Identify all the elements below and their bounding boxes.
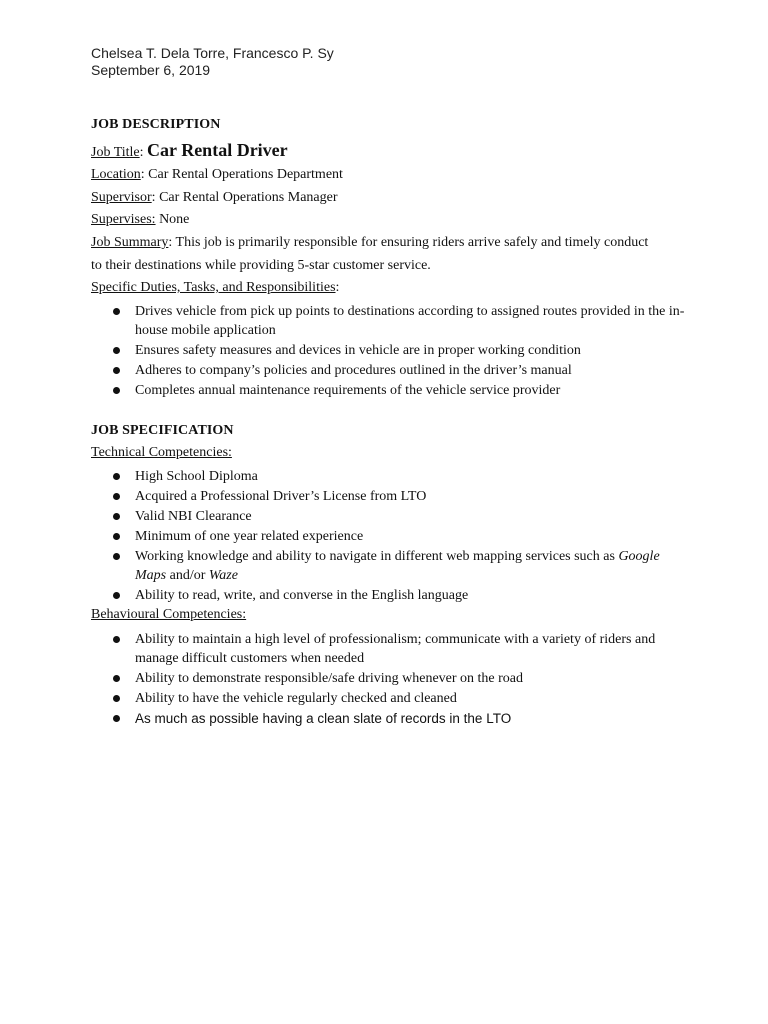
supervisor-label: Supervisor <box>91 190 152 205</box>
list-item: Completes annual maintenance requirements of the vehicle service provider <box>111 381 686 400</box>
supervises-value: None <box>159 212 190 227</box>
list-item: High School Diploma <box>111 467 686 486</box>
supervisor-row <box>91 187 691 209</box>
location-value: Car Rental Operations Department <box>148 167 343 182</box>
job-summary-label: Job Summary <box>91 235 169 250</box>
location-label: Location <box>91 167 141 182</box>
list-item: Ability to demonstrate responsible/safe driving whenever on the road <box>111 669 686 688</box>
behavioural-list <box>111 630 686 729</box>
job-title-row <box>91 139 691 164</box>
technical-label-row <box>91 442 691 464</box>
list-item: Ability to have the vehicle regularly checked and cleaned <box>111 689 686 708</box>
location-colon: : <box>140 167 149 182</box>
duties-list <box>111 302 686 401</box>
authors-line: Chelsea T. Dela Torre, Francesco P. Sy <box>91 45 334 61</box>
list-item: Ensures safety measures and devices in vehicle are in proper working condition <box>111 341 686 360</box>
job-title-colon: : <box>139 145 148 160</box>
job-title-label: Job Title <box>91 145 140 160</box>
duties-label: Specific Duties, Tasks, and Responsibilities <box>91 280 336 295</box>
job-summary-text: This job is primarily responsible for ensuring riders arrive safely and timely conduct to their destinations while providing 5-star customer service. <box>91 235 649 273</box>
document-header <box>91 45 334 79</box>
list-item: Valid NBI Clearance <box>111 507 686 526</box>
job-summary <box>91 231 661 277</box>
job-title-value: Car Rental Driver <box>147 140 288 160</box>
supervises-label: Supervises: <box>91 212 156 227</box>
mapping-prefix: Working knowledge and ability to navigate in different web mapping services such as <box>135 549 619 564</box>
duties-colon: : <box>335 280 340 295</box>
mapping-andor: and/or <box>166 568 209 583</box>
list-item: Minimum of one year related experience <box>111 527 686 546</box>
supervisor-colon: : <box>151 190 160 205</box>
job-summary-colon: : <box>168 235 176 250</box>
behavioural-label-row <box>91 604 691 626</box>
waze-text: Waze <box>208 568 238 583</box>
technical-label: Technical Competencies: <box>91 445 232 460</box>
location-row <box>91 164 691 186</box>
google-maps-text: Google Maps <box>135 549 660 583</box>
behavioural-label: Behavioural Competencies: <box>91 607 247 622</box>
list-item: Drives vehicle from pick up points to destinations according to assigned routes provided in the in-house mobile application <box>111 302 686 340</box>
list-item-mapping <box>111 547 686 585</box>
technical-list <box>111 467 686 606</box>
supervises-row <box>91 209 691 231</box>
list-item: Ability to maintain a high level of professionalism; communicate with a variety of riders and manage difficult customers when needed <box>111 630 686 668</box>
list-item: Adheres to company’s policies and procedures outlined in the driver’s manual <box>111 361 686 380</box>
duties-label-row <box>91 277 691 299</box>
list-item: Ability to read, write, and converse in the English language <box>111 586 686 605</box>
supervisor-value: Car Rental Operations Manager <box>159 190 338 205</box>
job-description-heading: JOB DESCRIPTION <box>91 117 221 132</box>
job-specification-heading: JOB SPECIFICATION <box>91 423 234 438</box>
list-item: Acquired a Professional Driver’s License from LTO <box>111 487 686 506</box>
list-item: As much as possible having a clean slate of records in the LTO <box>111 709 686 728</box>
date-line: September 6, 2019 <box>91 62 211 78</box>
